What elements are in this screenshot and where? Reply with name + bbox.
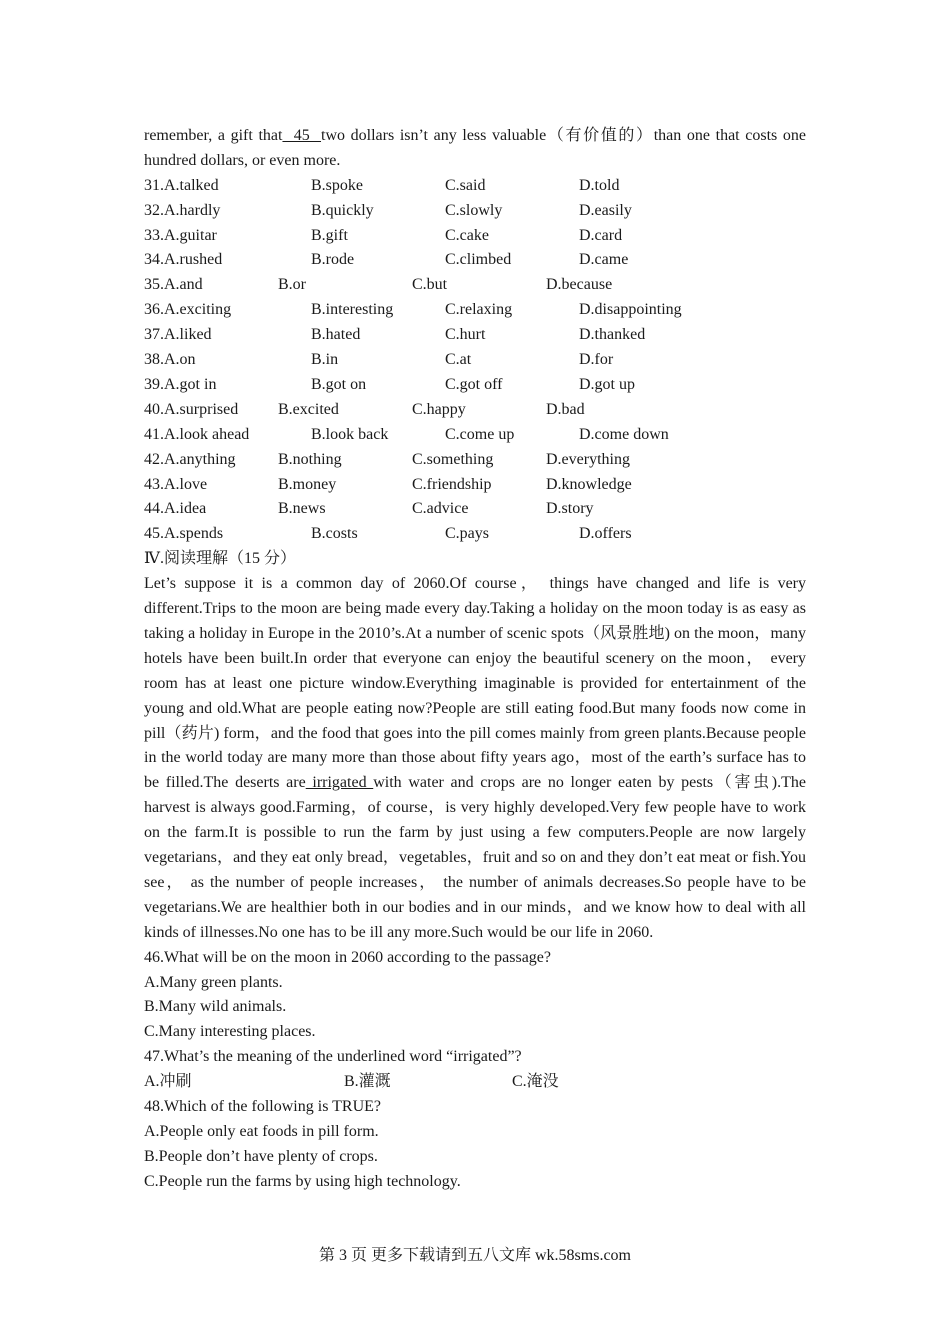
question-47: 47.What’s the meaning of the underlined word “irrigated”? [144, 1048, 522, 1066]
cloze-option-b: B.news [278, 500, 326, 518]
cloze-option-c: C.cake [445, 226, 489, 244]
intro-text-start: remember, a gift that [144, 127, 283, 144]
intro-text-end: two dollars isn’t any less valuable（有价值的）than one that costs one hundred dollars, or even more. [144, 127, 806, 169]
cloze-option-d: D.because [546, 276, 613, 294]
cloze-row [144, 348, 806, 373]
cloze-option-d: D.card [579, 226, 623, 244]
cloze-option-b: B.spoke [311, 176, 363, 194]
q47-options-row [144, 1070, 806, 1095]
cloze-row [144, 398, 806, 423]
cloze-option-d: D.came [579, 251, 629, 269]
cloze-option-c: C.hurt [445, 326, 486, 344]
cloze-row [144, 273, 806, 298]
cloze-option-a: 35.A.and [144, 276, 203, 294]
cloze-row [144, 224, 806, 249]
cloze-option-a: 41.A.look ahead [144, 425, 250, 443]
cloze-option-c: C.said [445, 176, 486, 194]
q46-option-a: A.Many green plants. [144, 973, 283, 991]
cloze-option-d: D.come down [579, 425, 669, 443]
cloze-option-d: D.told [579, 176, 620, 194]
cloze-row [144, 497, 806, 522]
cloze-option-b: B.quickly [311, 201, 374, 219]
cloze-option-d: D.for [579, 351, 614, 369]
cloze-row [144, 473, 806, 498]
cloze-row [144, 323, 806, 348]
cloze-option-c: C.slowly [445, 201, 503, 219]
passage-part-1: Let’s suppose it is a common day of 2060.Of course， things have changed and life is very different.Trips to the moon are being made every day.Taking a holiday on the moon today is as easy as taking a holiday in Europe in the 2010’s.At a number of scenic spots（风景胜地) on the moon，many hotels have been built.In order that everyone can enjoy the beautiful scenery on the moon， every room has at least one picture window.Everything imaginable is provided for entertainment of the young and old.What are people eating now?People are still eating food.But many foods now come in pill（药片) form，and the food that goes into the pill comes mainly from green plants.Because people in the world today are many more than those about fifty years ago，most of the earth’s surface has to be filled.The deserts are [144, 575, 806, 792]
cloze-option-b: B.costs [311, 525, 358, 543]
cloze-option-d: D.easily [579, 201, 632, 219]
cloze-option-c: C.happy [412, 400, 466, 418]
reading-passage [144, 572, 806, 946]
cloze-options-list [144, 174, 806, 547]
cloze-option-a: 39.A.got in [144, 375, 217, 393]
cloze-row [144, 448, 806, 473]
cloze-option-a: 32.A.hardly [144, 201, 221, 219]
cloze-option-b: B.rode [311, 251, 355, 269]
cloze-option-a: 34.A.rushed [144, 251, 223, 269]
q47-option-c: C.淹没 [512, 1073, 559, 1091]
cloze-option-c: C.friendship [412, 475, 492, 493]
cloze-option-a: 36.A.exciting [144, 301, 232, 319]
cloze-option-b: B.look back [311, 425, 389, 443]
cloze-option-a: 40.A.surprised [144, 400, 239, 418]
cloze-option-a: 43.A.love [144, 475, 208, 493]
cloze-option-c: C.something [412, 450, 494, 468]
cloze-option-b: B.gift [311, 226, 348, 244]
cloze-option-c: C.at [445, 351, 472, 369]
cloze-row [144, 174, 806, 199]
q47-option-b: B.灌溉 [344, 1073, 391, 1091]
cloze-option-d: D.got up [579, 375, 635, 393]
cloze-option-a: 42.A.anything [144, 450, 236, 468]
q48-option-c: C.People run the farms by using high technology. [144, 1172, 461, 1190]
cloze-option-c: C.pays [445, 525, 489, 543]
cloze-option-c: C.come up [445, 425, 515, 443]
cloze-option-a: 44.A.idea [144, 500, 207, 518]
cloze-option-c: C.but [412, 276, 448, 294]
cloze-option-d: D.disappointing [579, 301, 682, 319]
q46-option-b: B.Many wild animals. [144, 998, 287, 1016]
cloze-option-c: C.relaxing [445, 301, 513, 319]
cloze-option-a: 31.A.talked [144, 176, 219, 194]
passage-part-2: with water and crops are no longer eaten by pests（害虫).The harvest is always good.Farming，of course，is very highly developed.Very few people have to work on the farm.It is possible to run the farm by just using a few computers.People are now largely vegetarians，and they eat only bread，vegetables，fruit and so on and they don’t eat meat or fish.You see， as the number of people increases， the number of animals decreases.So people have to be vegetarians.We are healthier both in our bodies and in our minds，and we know how to deal with all kinds of illnesses.No one has to be ill any more.Such would be our life in 2060. [144, 774, 806, 941]
cloze-option-a: 45.A.spends [144, 525, 224, 543]
cloze-option-d: D.story [546, 500, 594, 518]
page-footer: 第 3 页 更多下载请到五八文库 wk.58sms.com [318, 1247, 631, 1264]
question-46: 46.What will be on the moon in 2060 according to the passage? [144, 948, 552, 966]
cloze-option-d: D.bad [546, 400, 585, 418]
underlined-word-irrigated: irrigated [305, 774, 374, 792]
q46-option-c: C.Many interesting places. [144, 1023, 316, 1041]
q48-option-b: B.People don’t have plenty of crops. [144, 1147, 378, 1165]
section-title: Ⅳ.阅读理解（15 分） [144, 550, 296, 568]
cloze-option-b: B.interesting [311, 301, 394, 319]
cloze-option-b: B.excited [278, 400, 339, 418]
page-content [144, 124, 806, 1195]
blank-45: 45 [282, 127, 322, 144]
cloze-option-d: D.everything [546, 450, 630, 468]
cloze-row [144, 199, 806, 224]
cloze-option-c: C.got off [445, 375, 503, 393]
cloze-option-b: B.hated [311, 326, 361, 344]
cloze-option-b: B.in [311, 351, 339, 369]
cloze-option-d: D.thanked [579, 326, 646, 344]
cloze-option-c: C.climbed [445, 251, 512, 269]
q48-option-a: A.People only eat foods in pill form. [144, 1122, 379, 1140]
question-48: 48.Which of the following is TRUE? [144, 1098, 381, 1115]
cloze-row [144, 522, 806, 547]
cloze-option-c: C.advice [412, 500, 469, 518]
cloze-option-d: D.offers [579, 525, 632, 543]
cloze-option-b: B.or [278, 276, 306, 294]
cloze-option-a: 33.A.guitar [144, 226, 217, 244]
cloze-option-d: D.knowledge [546, 475, 632, 493]
cloze-option-b: B.nothing [278, 450, 342, 468]
cloze-option-b: B.money [278, 475, 337, 493]
cloze-option-a: 37.A.liked [144, 326, 212, 344]
cloze-row [144, 248, 806, 273]
intro-paragraph [144, 124, 806, 174]
cloze-row [144, 298, 806, 323]
cloze-row [144, 373, 806, 398]
cloze-row [144, 423, 806, 448]
cloze-option-b: B.got on [311, 375, 367, 393]
q47-option-a: A.冲刷 [144, 1073, 192, 1091]
cloze-option-a: 38.A.on [144, 351, 196, 369]
